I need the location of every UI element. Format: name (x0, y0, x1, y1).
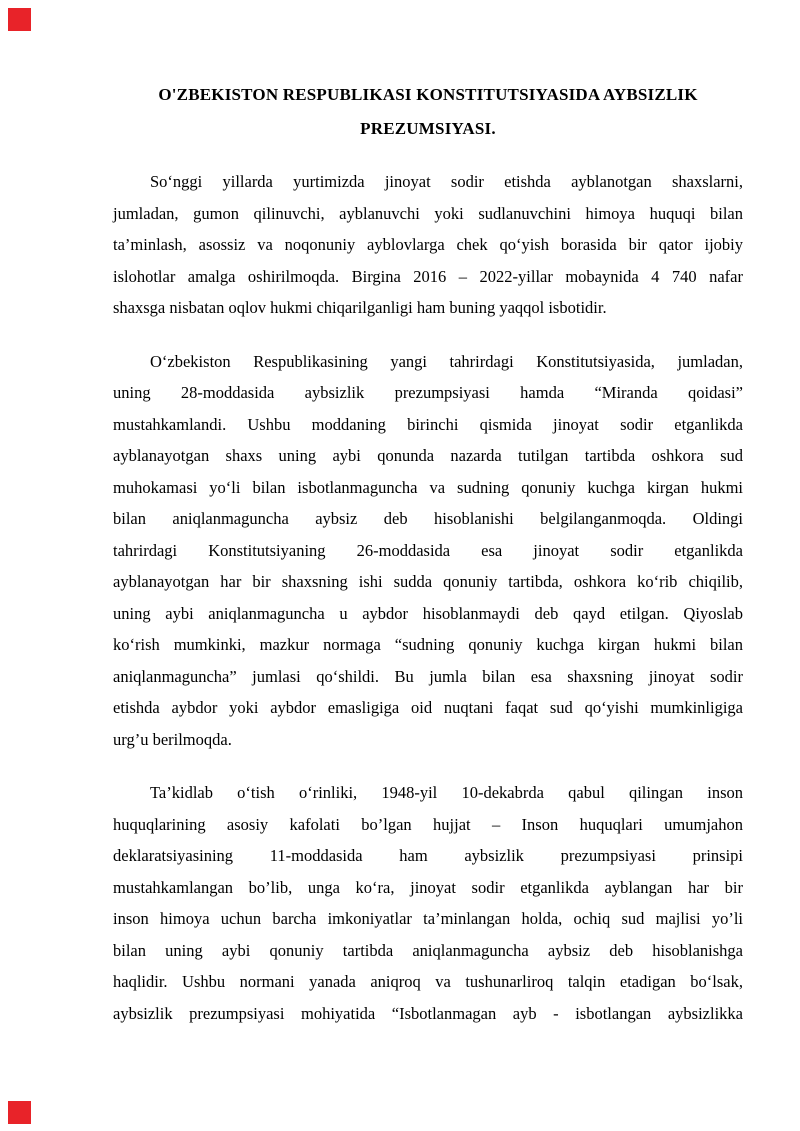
text-line: mustahkamlandi. Ushbu moddaning birinchi qismida jinoyat sodir etganlikda (113, 414, 743, 434)
red-corner-marker-bottom (8, 1101, 31, 1124)
text-line: inson himoya uchun barcha imkoniyatlar ta’minlangan holda, ochiq sud majlisi yo’li (113, 909, 743, 928)
text-line: shaxsga nisbatan oqlov hukmi chiqarilganligi ham buning yaqqol isbotidir. (113, 298, 607, 317)
text-line: aniqlanmaguncha” jumlasi qo‘shildi. Bu jumla bilan esa shaxsning jinoyat sodir (113, 666, 743, 686)
text-line: tahrirdagi Konstitutsiyaning 26-moddasida esa jinoyat sodir etganlikda (113, 540, 743, 560)
text-line: bilan aniqlanmaguncha aybsiz deb hisoblanishi belgilanganmoqda. Oldingi (113, 509, 743, 528)
text-line: uning aybi aniqlanmaguncha u aybdor hisoblanmaydi deb qayd etilgan. Qiyoslab (113, 603, 743, 623)
document-title (113, 78, 743, 146)
text-line: etishda aybdor yoki aybdor emasligiga oid nuqtani faqat sud qo‘yishi mumkinligiga (113, 698, 743, 717)
text-line: islohotlar amalga oshirilmoqda. Birgina 2016 – 2022-yillar mobaynida 4 740 nafar (113, 266, 743, 286)
document-body (113, 166, 743, 1029)
text-line: ayblanayotgan shaxs uning aybi qonunda nazarda tutilgan tartibda oshkora sud (113, 446, 743, 465)
text-line: aybsizlik prezumpsiyasi mohiyatida “Isbotlanmagan ayb - isbotlangan aybsizlikka (113, 1003, 743, 1023)
text-line: haqlidir. Ushbu normani yanada aniqroq va tushunarliroq talqin etadigan bo‘lsak, (113, 972, 743, 991)
text-line: muhokamasi yo‘li bilan isbotlanmaguncha va sudning qonuniy kuchga kirgan hukmi (113, 477, 743, 497)
text-line: mustahkamlangan bo’lib, unga ko‘ra, jinoyat sodir etganlikda ayblangan har bir (113, 877, 743, 897)
paragraph (113, 166, 743, 324)
text-line: O‘zbekiston Respublikasining yangi tahrirdagi Konstitutsiyasida, jumladan, (150, 351, 743, 371)
paragraph (113, 777, 743, 1029)
text-line: ta’minlash, asossiz va noqonuniy ayblovlarga chek qo‘yish borasida bir qator ijobiy (113, 235, 743, 254)
text-line: urg’u berilmoqda. (113, 729, 232, 749)
text-line: uning 28-moddasida aybsizlik prezumpsiyasi hamda “Miranda qoidasi” (113, 383, 743, 402)
text-line: Ta’kidlab o‘tish o‘rinliki, 1948-yil 10-dekabrda qabul qilingan inson (150, 783, 743, 802)
text-line: huquqlarining asosiy kafolati bo’lgan hujjat – Inson huquqlari umumjahon (113, 814, 743, 834)
document-content (113, 78, 743, 1051)
red-corner-marker-top (8, 8, 31, 31)
text-line: ko‘rish mumkinki, mazkur normaga “sudning qonuniy kuchga kirgan hukmi bilan (113, 635, 743, 654)
paragraph (113, 346, 743, 756)
text-line: jumladan, gumon qilinuvchi, ayblanuvchi yoki sudlanuvchini himoya huquqi bilan (113, 203, 743, 223)
text-line: ayblanayotgan har bir shaxsning ishi sudda qonuniy tartibda, oshkora ko‘rib chiqilib, (113, 572, 743, 591)
text-line: deklaratsiyasining 11-moddasida ham aybsizlik prezumpsiyasi prinsipi (113, 846, 743, 865)
document-title-line-1: O'ZBEKISTON RESPUBLIKASI KONSTITUTSIYASIDA AYBSIZLIK (158, 85, 698, 104)
document-title-line-2: PREZUMSIYASI. (360, 119, 496, 138)
text-line: bilan uning aybi qonuniy tartibda aniqlanmaguncha aybsiz deb hisoblanishga (113, 940, 743, 960)
text-line: So‘nggi yillarda yurtimizda jinoyat sodir etishda ayblanotgan shaxslarni, (150, 172, 743, 191)
